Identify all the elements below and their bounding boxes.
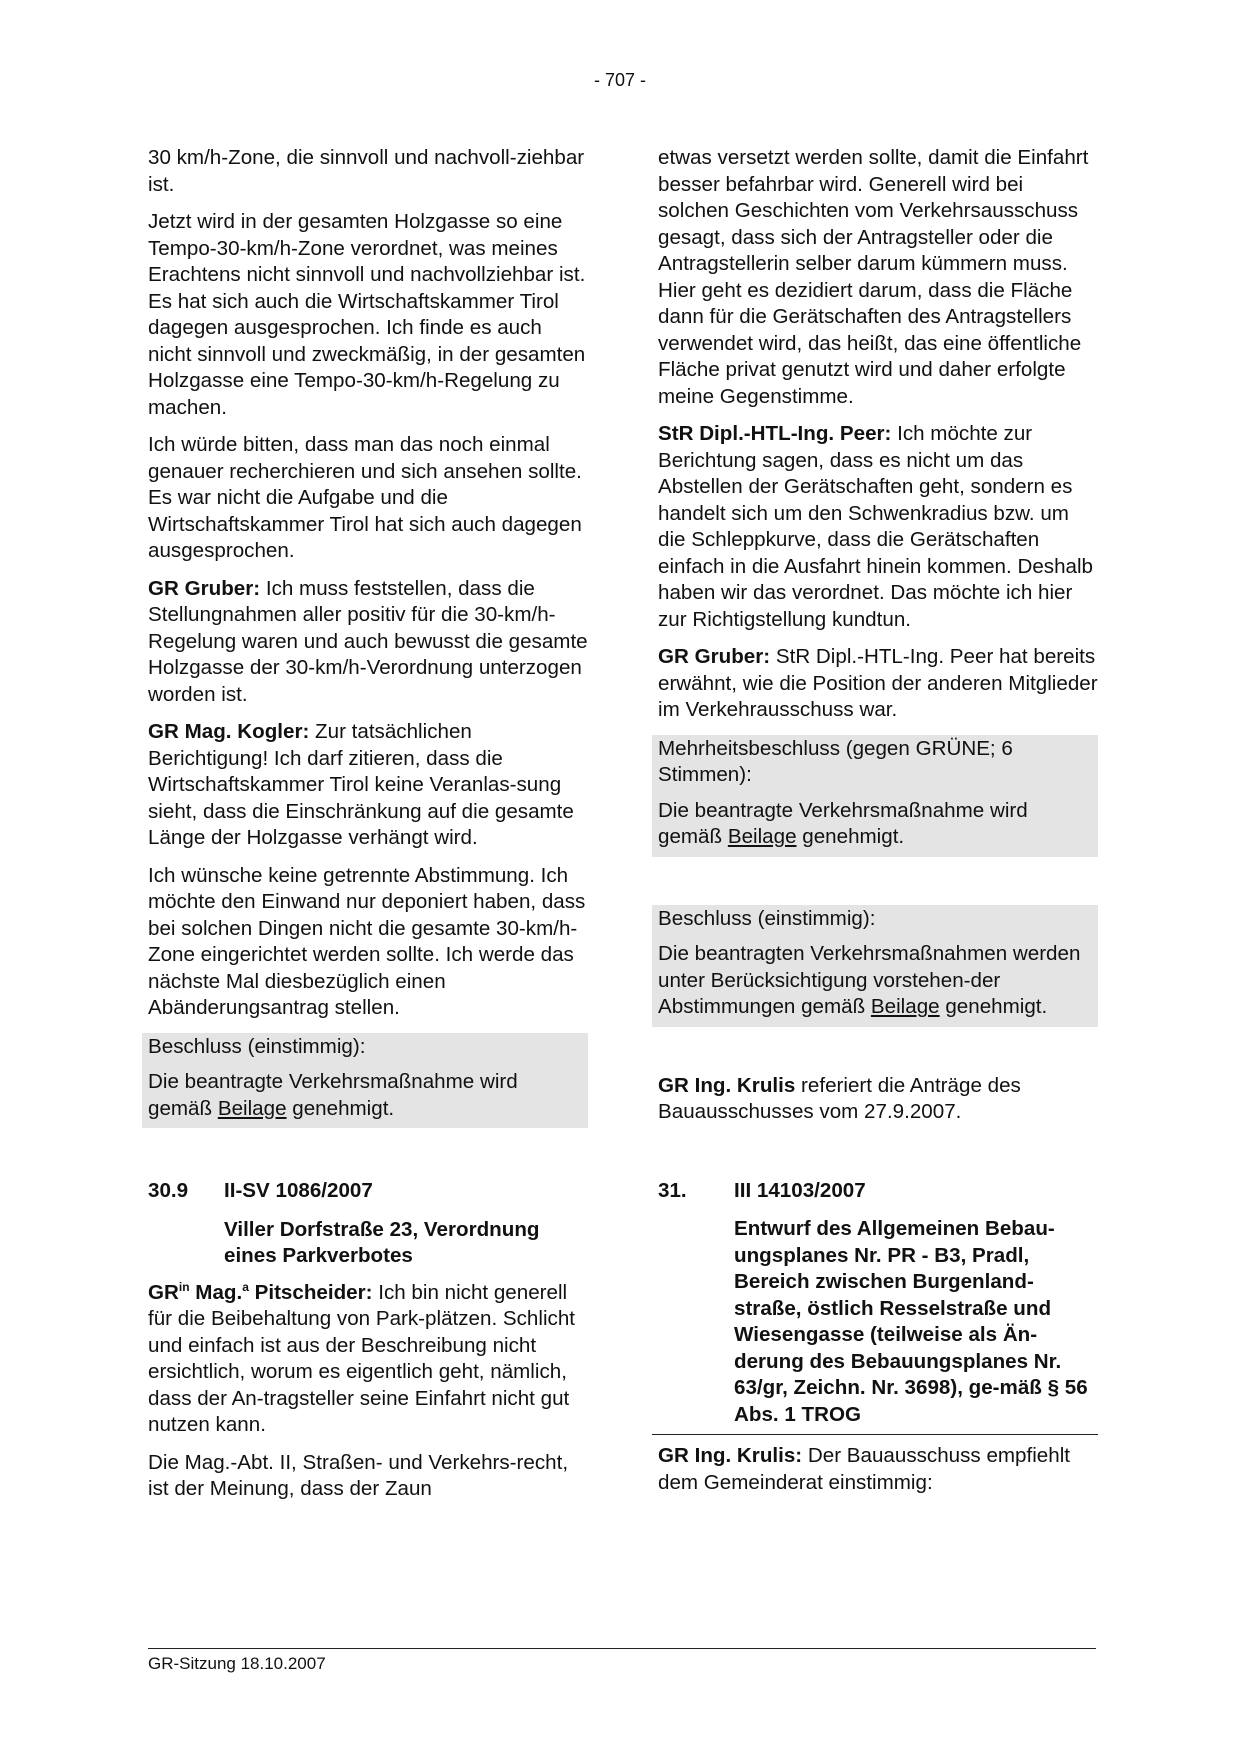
resolution-box bbox=[652, 735, 1098, 857]
section-divider bbox=[652, 1434, 1098, 1435]
paragraph bbox=[658, 1073, 1098, 1126]
paragraph bbox=[658, 1443, 1098, 1496]
resolution-text-a: Die beantragten Verkehrsmaßnahmen werden unter Berücksichtigung vorstehen-der Abstimmungen gemäß bbox=[658, 942, 1081, 1018]
resolution-text bbox=[658, 941, 1092, 1021]
speech-text: StR Dipl.-HTL-Ing. Peer hat bereits erwähnt, wie die Position der anderen Mitglieder im Verkehrausschuss war. bbox=[658, 645, 1098, 721]
footer-divider bbox=[148, 1648, 1096, 1649]
speech-text: Ich muss feststellen, dass die Stellungnahmen aller positiv für die 30-km/h-Regelung waren und auch bewusst die gesamte Holzgasse der 30-km/h-Verordnung unterzogen worden ist. bbox=[148, 576, 588, 706]
speaker-name: GR Gruber: bbox=[148, 576, 261, 600]
section-reference: II-SV 1086/2007 bbox=[224, 1179, 373, 1202]
resolution-text-a: Die beantragte Verkehrsmaßnahme wird gemäß bbox=[148, 1070, 518, 1120]
beilage-link[interactable]: Beilage bbox=[217, 1096, 287, 1120]
paragraph: Jetzt wird in der gesamten Holzgasse so eine Tempo-30-km/h-Zone verordnet, was meines Erachtens nicht sinnvoll und nachvollziehbar ist. Es hat sich auch die Wirtschaftskammer Tirol dagegen ausgesprochen. Ich finde es auch nicht sinnvoll und zweckmäßig, in der gesamten Holzgasse eine Tempo-30-km/h-Regelung zu machen. bbox=[148, 210, 586, 419]
footer: GR-Sitzung 18.10.2007 bbox=[148, 1654, 326, 1673]
section-number: 31. bbox=[658, 1178, 687, 1202]
resolution-text bbox=[658, 798, 1092, 851]
page-number: - 707 - bbox=[593, 70, 647, 90]
paragraph: etwas versetzt werden sollte, damit die Einfahrt besser befahrbar wird. Generell wird bei solchen Geschichten vom Verkehrsausschuss gesagt, dass sich der Antragsteller oder die Antragstellerin selber darum kümmern muss. Hier geht es dezidiert darum, dass die Fläche dann für die Gerätschaften des Antragstellers verwendet wird, das heißt, das eine öffentliche Fläche privat genutzt wird und daher erfolgte meine Gegenstimme. bbox=[658, 146, 1089, 408]
paragraph: 30 km/h-Zone, die sinnvoll und nachvoll-ziehbar ist. bbox=[148, 146, 585, 196]
resolution-text-b: genehmigt. bbox=[796, 825, 905, 848]
resolution-text-b: genehmigt. bbox=[286, 1096, 395, 1120]
speaker-surname: Pitscheider: bbox=[248, 1280, 373, 1304]
resolution-text-b: genehmigt. bbox=[939, 995, 1048, 1018]
left-column bbox=[148, 145, 588, 1514]
resolution-box bbox=[652, 905, 1098, 1027]
speaker-degree: Mag. bbox=[189, 1280, 243, 1304]
speech-text: Ich bin nicht generell für die Beibehaltung von Park-plätzen. Schlicht und einfach ist aus der Beschreibung nicht ersichtlich, worum es eigentlich geht, nämlich, dass der An-tragsteller seine Einfahrt nicht gut nutzen kann. bbox=[148, 1280, 575, 1436]
speaker-sup: in bbox=[178, 1279, 190, 1294]
speaker-name: GR Ing. Krulis: bbox=[658, 1444, 803, 1467]
section-reference: III 14103/2007 bbox=[734, 1178, 866, 1202]
speech-text: Ich möchte zur Berichtung sagen, dass es nicht um das Abstellen der Gerätschaften geht, sondern es handelt sich um den Schwenkradius bzw. um die Schleppkurve, dass die Gerätschaften einfach in die Ausfahrt hinein kommen. Deshalb haben wir das verordnet. Das möchte ich hier zur Richtigstellung kundtun. bbox=[658, 422, 1094, 631]
resolution-label: Mehrheitsbeschluss (gegen GRÜNE; 6 Stimmen): bbox=[658, 736, 1013, 786]
paragraph: Ich würde bitten, dass man das noch einmal genauer recherchieren und sich ansehen sollte. Es war nicht die Aufgabe und die Wirtschaftskammer Tirol hat sich auch dagegen ausgesprochen. bbox=[148, 433, 582, 562]
beilage-link[interactable]: Beilage bbox=[727, 825, 797, 848]
paragraph bbox=[148, 576, 588, 709]
speaker-name bbox=[148, 1281, 373, 1304]
paragraph bbox=[658, 421, 1098, 633]
speech-text: referiert die Anträge des Bauausschusses vom 27.9.2007. bbox=[658, 1073, 1021, 1123]
speaker-sup: a bbox=[242, 1279, 249, 1294]
section-title: Viller Dorfstraße 23, Verordnung eines Parkverbotes bbox=[224, 1217, 540, 1267]
speaker-title: GR bbox=[148, 1280, 179, 1304]
paragraph bbox=[148, 1280, 588, 1439]
speech-text: Der Bauausschuss empfiehlt dem Gemeinderat einstimmig: bbox=[658, 1444, 1071, 1494]
paragraph bbox=[148, 719, 588, 852]
section-heading-30-9 bbox=[148, 1178, 588, 1270]
paragraph: Die Mag.-Abt. II, Straßen- und Verkehrs-recht, ist der Meinung, dass der Zaun bbox=[148, 1450, 569, 1500]
speaker-name: StR Dipl.-HTL-Ing. Peer: bbox=[658, 422, 892, 445]
speaker-name: GR Mag. Kogler: bbox=[148, 720, 310, 743]
right-column bbox=[658, 145, 1098, 1507]
speaker-name: GR Ing. Krulis bbox=[658, 1073, 796, 1097]
section-number: 30.9 bbox=[148, 1179, 189, 1202]
resolution-text-a: Die beantragte Verkehrsmaßnahme wird gemäß bbox=[658, 798, 1028, 848]
resolution-label: Beschluss (einstimmig): bbox=[658, 906, 876, 930]
section-title: Entwurf des Allgemeinen Bebau-ungsplanes Nr. PR - B3, Pradl, Bereich zwischen Burgenland-straße, östlich Resselstraße und Wiesengasse (teilweise als Än-derung des Bebauungsplanes Nr. 63/gr, Zeichn. Nr. 3698), ge-mäß § 56 Abs. 1 TROG bbox=[734, 1217, 1088, 1426]
beilage-link[interactable]: Beilage bbox=[870, 995, 940, 1018]
paragraph bbox=[658, 644, 1098, 724]
speech-text: Zur tatsächlichen Berichtigung! Ich darf zitieren, dass die Wirtschaftskammer Tirol keine Veranlas-sung sieht, dass die Einschränkung auf die gesamte Länge der Holzgasse verhängt wird. bbox=[148, 720, 574, 849]
resolution-label: Beschluss (einstimmig): bbox=[148, 1034, 366, 1058]
resolution-text bbox=[148, 1069, 582, 1122]
resolution-box bbox=[142, 1033, 588, 1129]
paragraph: Ich wünsche keine getrennte Abstimmung. Ich möchte den Einwand nur deponiert haben, dass bei solchen Dingen nicht die gesamte 30-km/h-Zone eingerichtet werden sollte. Ich werde das nächste Mal diesbezüglich einen Abänderungsantrag stellen. bbox=[148, 863, 586, 1019]
speaker-name: GR Gruber: bbox=[658, 645, 771, 668]
section-heading-31 bbox=[658, 1178, 1098, 1429]
